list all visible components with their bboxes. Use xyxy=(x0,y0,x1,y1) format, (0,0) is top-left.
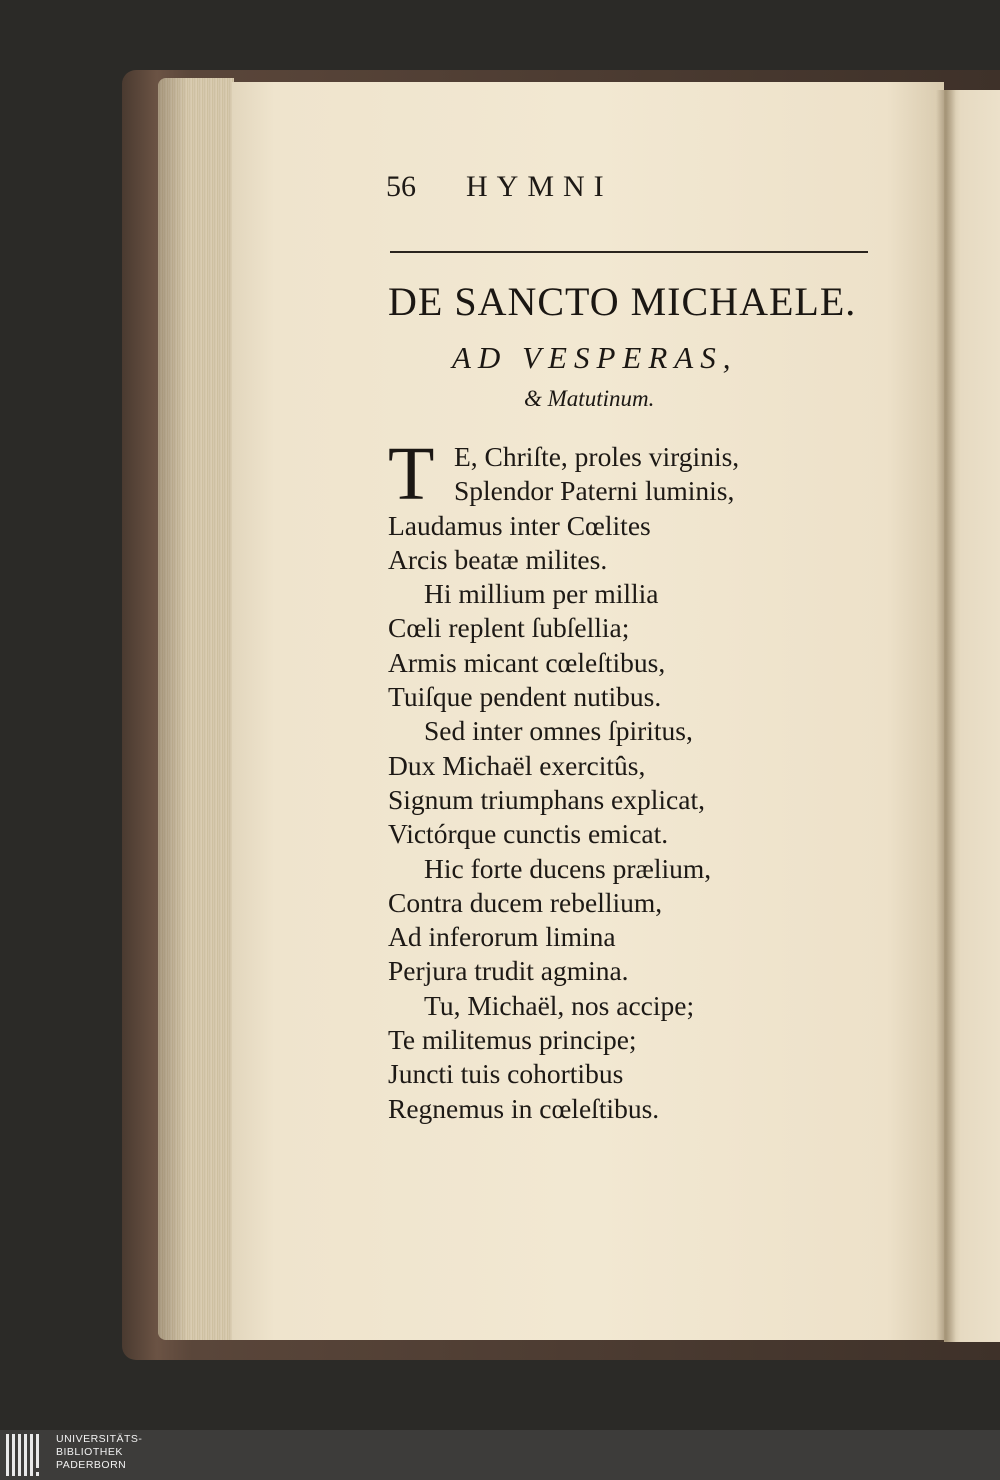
hymn-lines xyxy=(388,509,888,1126)
hymn-line: E, Chriſte, proles virginis, xyxy=(454,441,740,472)
hymn-line: Perjura trudit agmina. xyxy=(388,955,629,987)
header-rule xyxy=(390,251,868,253)
hymn-line: Victórque cunctis emicat. xyxy=(388,818,669,850)
hymn-text xyxy=(388,432,888,1126)
hymn-line: Sed inter omnes ſpiritus, xyxy=(424,715,693,747)
hymn-line: Tuiſque pendent nutibus. xyxy=(388,681,662,713)
page-number: 56 xyxy=(386,170,416,203)
hymn-line: Signum triumphans explicat, xyxy=(388,783,705,815)
library-logo-icon xyxy=(6,1434,46,1476)
drop-cap: T xyxy=(388,432,435,516)
opening-lines xyxy=(454,440,739,509)
hymn-line: Hi millium per millia xyxy=(424,578,659,610)
hymn-subtitle: AD VESPERAS, xyxy=(452,340,738,375)
hymn-line: Dux Michaël exercitûs, xyxy=(388,749,646,781)
library-footer xyxy=(0,1430,1000,1480)
logo-line: BIBLIOTHEK xyxy=(56,1446,123,1458)
hymn-line: Juncti tuis cohortibus xyxy=(388,1058,624,1090)
page-header xyxy=(386,170,876,214)
logo-line: UNIVERSITÄTS- xyxy=(56,1433,143,1445)
running-head: HYMNI xyxy=(466,170,613,203)
library-logo-text xyxy=(56,1433,142,1472)
hymn-line: Contra ducem rebellium, xyxy=(388,886,663,918)
hymn-line: Ad inferorum limina xyxy=(388,921,616,953)
hymn-line: Hic forte ducens prælium, xyxy=(424,852,712,884)
hymn-line: Te militemus principe; xyxy=(388,1024,637,1056)
fore-edge-shadow xyxy=(158,78,188,1340)
hymn-line: Tu, Michaël, nos accipe; xyxy=(424,989,695,1021)
hymn-line: Cœli replent ſubſellia; xyxy=(388,612,630,644)
hymn-opening xyxy=(388,432,888,516)
hymn-line: Regnemus in cœleſtibus. xyxy=(388,1092,660,1124)
hymn-line: Laudamus inter Cœlites xyxy=(388,509,651,541)
page-gutter xyxy=(936,90,956,1342)
hymn-line: Splendor Paterni luminis, xyxy=(454,475,735,507)
hymn-line: Arcis beatæ milites. xyxy=(388,543,608,575)
logo-line: PADERBORN xyxy=(56,1459,127,1471)
hymn-line: Armis micant cœleſtibus, xyxy=(388,646,666,678)
hymn-subtitle-secondary: & Matutinum. xyxy=(524,386,655,411)
hymn-title: DE SANCTO MICHAELE. xyxy=(388,279,857,324)
